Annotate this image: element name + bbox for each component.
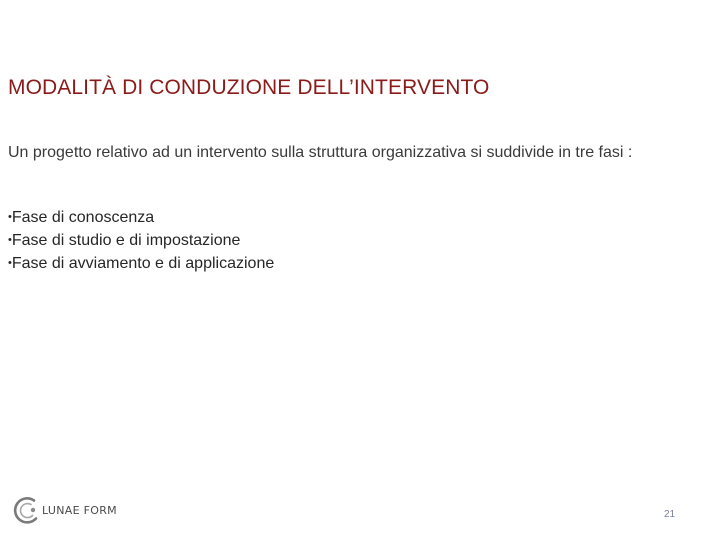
phase-list bbox=[8, 206, 274, 275]
phase-label: Fase di avviamento e di applicazione bbox=[11, 255, 275, 272]
lunae-form-logo-icon bbox=[12, 495, 42, 525]
bullet-icon: • bbox=[8, 257, 12, 269]
bullet-icon: • bbox=[8, 211, 12, 223]
intro-paragraph: Un progetto relativo ad un intervento sulla struttura organizzativa si suddivide in tre fasi : bbox=[8, 144, 633, 161]
page-number: 21 bbox=[664, 509, 676, 520]
list-item bbox=[8, 206, 274, 229]
company-logo bbox=[12, 495, 122, 525]
logo-text: LUNAE FORM bbox=[42, 504, 117, 517]
list-item bbox=[8, 229, 274, 252]
slide-title: MODALITÀ DI CONDUZIONE DELL’INTERVENTO bbox=[8, 76, 490, 99]
phase-label: Fase di conoscenza bbox=[11, 209, 155, 226]
bullet-icon: • bbox=[8, 234, 12, 246]
phase-label: Fase di studio e di impostazione bbox=[11, 232, 241, 249]
list-item bbox=[8, 252, 274, 275]
